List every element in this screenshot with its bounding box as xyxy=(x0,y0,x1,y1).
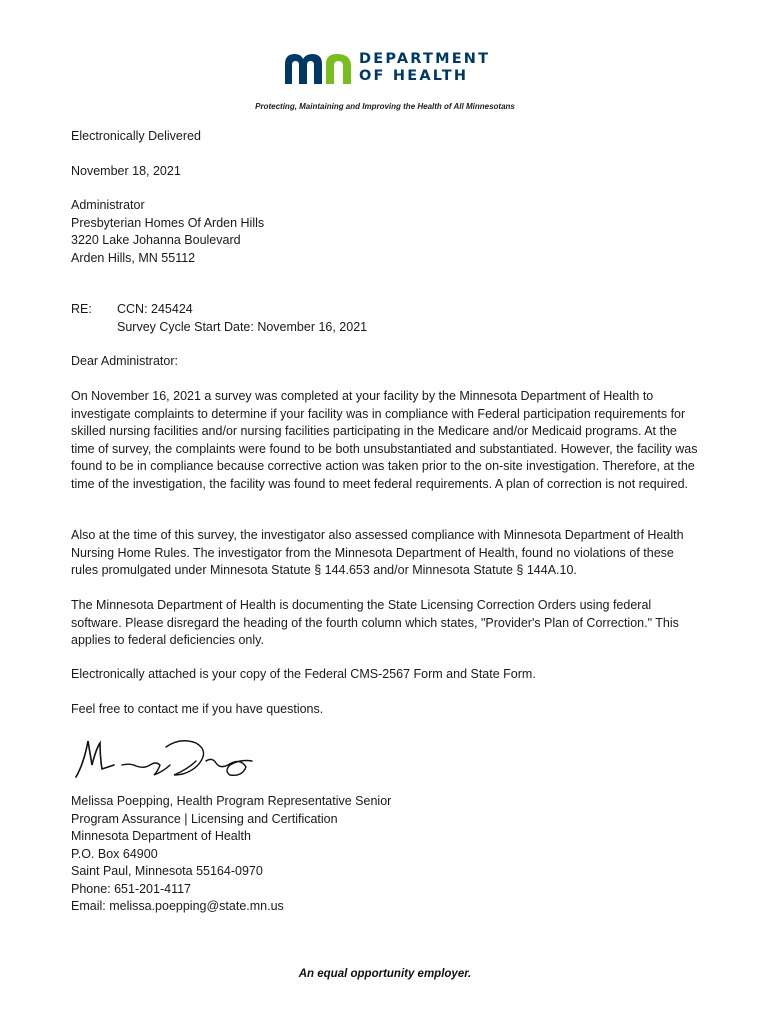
ccn: CCN: 245424 xyxy=(117,302,193,316)
recipient-address xyxy=(71,197,701,267)
recipient-line: Arden Hills, MN 55112 xyxy=(71,250,196,265)
sender-po-box: P.O. Box 64900 xyxy=(71,846,158,861)
sender-program: Program Assurance | Licensing and Certification xyxy=(71,811,338,826)
paragraph-licensing-orders: The Minnesota Department of Health is documenting the State Licensing Correction Orders using federal software. Please disregard the heading of the fourth column which states, "Provider's Plan of Correction." This applies to federal deficiencies only. xyxy=(71,598,679,647)
sender-phone: Phone: 651-201-4117 xyxy=(71,881,192,896)
paragraph-nursing-home-rules: Also at the time of this survey, the investigator also assessed compliance with Minnesota Department of Health Nursing Home Rules. The investigator from the Minnesota Department of Health, found no violations of these rules promulgated under Minnesota Statute § 144.653 and/or Minnesota Statute § 144A.10. xyxy=(71,528,684,577)
sender-organization: Minnesota Department of Health xyxy=(71,829,251,843)
re-label: RE: xyxy=(71,302,92,316)
tagline: Protecting, Maintaining and Improving the Health of All Minnesotans xyxy=(255,102,515,111)
sender-email: Email: melissa.poepping@state.mn.us xyxy=(71,899,284,913)
paragraph-attachments: Electronically attached is your copy of the Federal CMS-2567 Form and State Form. xyxy=(71,667,536,681)
re-details xyxy=(117,301,367,336)
paragraph-contact: Feel free to contact me if you have questions. xyxy=(71,702,324,716)
sender-name-title: Melissa Poepping, Health Program Representative Senior xyxy=(71,794,392,808)
logo-text-of-health: OF HEALTH xyxy=(359,67,469,84)
footer-equal-opportunity: An equal opportunity employer. xyxy=(298,968,472,980)
mdh-logo xyxy=(283,50,498,90)
handwritten-signature xyxy=(70,735,260,787)
recipient-line: Presbyterian Homes Of Arden Hills xyxy=(71,215,265,230)
survey-cycle-start-date: Survey Cycle Start Date: November 16, 2021 xyxy=(117,319,368,334)
logo-text-department: DEPARTMENT xyxy=(359,51,491,67)
sender-city: Saint Paul, Minnesota 55164-0970 xyxy=(71,864,263,878)
delivery-method: Electronically Delivered xyxy=(71,129,201,143)
paragraph-survey-result: On November 16, 2021 a survey was completed at your facility by the Minnesota Department of Health to investigate complaints to determine if your facility was in compliance with Federal participation requirements for skilled nursing facilities and/or nursing facilities participating in the Medicare and/or Medicaid programs. At the time of survey, the complaints were found to be both unsubstantiated and substantiated. However, the facility was found to be in compliance because corrective action was taken prior to the on-site investigation. Therefore, at the time of the investigation, the facility was found to meet federal requirements. A plan of correction is not required. xyxy=(71,389,698,491)
sender-signature-block xyxy=(71,793,701,916)
mn-logo-mark-icon xyxy=(283,50,355,86)
letter-date: November 18, 2021 xyxy=(71,164,181,178)
recipient-line: 3220 Lake Johanna Boulevard xyxy=(71,233,241,247)
recipient-line: Administrator xyxy=(71,198,145,212)
salutation: Dear Administrator: xyxy=(71,354,178,368)
